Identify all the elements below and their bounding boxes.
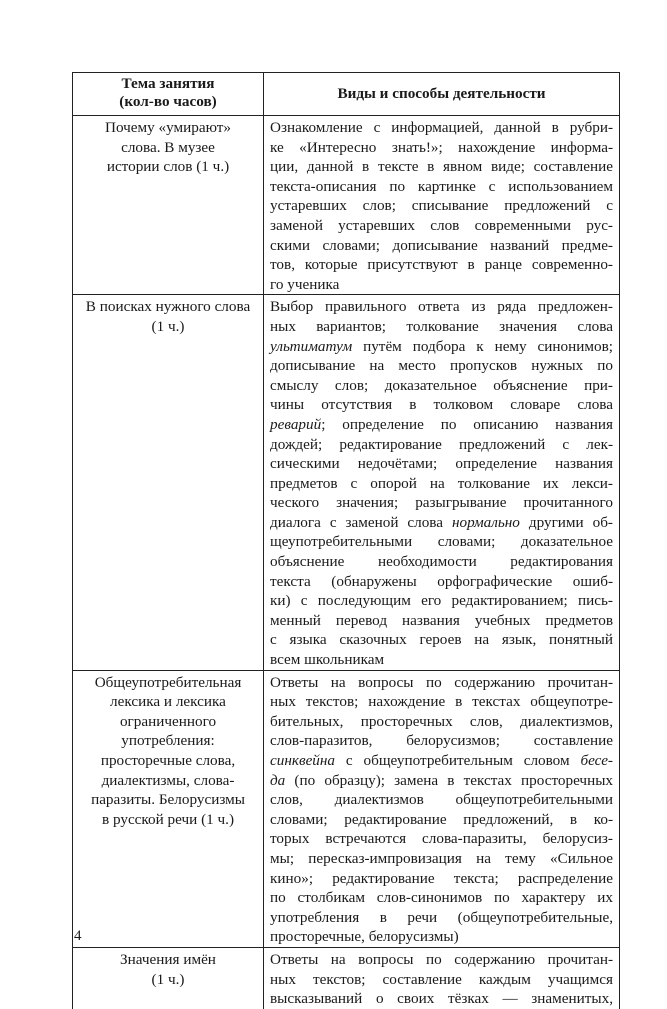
activity-text: диалога с заменой слова <box>270 513 452 531</box>
activity-line: Ознакомление с информацией, данной в рубри- <box>270 119 613 136</box>
activity-line: го ученика <box>270 275 340 293</box>
activity-text: (по образцу); замена в текстах просторечных <box>285 771 613 789</box>
italic-term: да <box>270 771 286 789</box>
activities-cell <box>264 116 620 295</box>
activity-line <box>270 513 613 533</box>
table-row <box>73 670 620 947</box>
lesson-plan-table <box>72 72 620 1009</box>
table-row <box>73 116 620 295</box>
activity-line: предметов с опорой на толкование их лекси- <box>270 474 613 492</box>
activity-line: менный перевод названия учебных предметов <box>270 611 613 629</box>
activity-line: ных текстов; нахождение в текстах общеупотре- <box>270 693 613 711</box>
activity-line: устаревших слов; списывание предложений с <box>270 197 613 215</box>
activity-line: тов, которые присутствуют в ранце современно- <box>270 256 613 274</box>
activity-line: с языка сказочных героев на язык, понятный <box>270 631 613 649</box>
activity-line: щеупотребительными словами; доказательное <box>270 533 613 551</box>
activity-line: Ответы на вопросы по содержанию прочитан- <box>270 950 613 968</box>
topic-line: (1 ч.) <box>151 970 185 988</box>
activity-text: ; определение по описанию названия <box>321 415 613 433</box>
italic-term: бесе- <box>580 752 613 769</box>
activity-line <box>270 771 613 791</box>
activity-line: текста-описания по картинке с использованием <box>270 177 613 195</box>
topic-cell <box>73 295 264 670</box>
page-number: 4 <box>74 928 82 944</box>
topic-line: в русской речи (1 ч.) <box>101 810 235 828</box>
activity-line: скими словами; дописывание названий предме- <box>270 236 613 254</box>
topic-cell <box>73 670 264 947</box>
topic-line: ограниченного <box>119 712 217 730</box>
header-topic-hours: (кол-во часов) <box>119 93 217 110</box>
topic-cell <box>73 116 264 295</box>
topic-line: Почему «умирают» <box>105 119 231 136</box>
topic-line: Значения имён <box>120 950 216 968</box>
activity-line: употребления в речи (общеупотребительные, <box>270 908 613 926</box>
activity-line: слов, диалектизмов общеупотребительными <box>270 791 613 809</box>
activity-line: смыслу слов; доказательное объяснение при- <box>270 376 613 394</box>
topic-line: употребления: <box>121 732 215 750</box>
activity-text: другими об- <box>519 513 613 531</box>
header-topic <box>73 73 264 116</box>
activity-line: ке «Интересно знать!»; нахождение информа- <box>270 138 613 156</box>
activity-line: словами; редактирование предложений, в ко- <box>270 810 613 828</box>
activity-line <box>270 415 613 435</box>
activity-line: по столбикам слов-синонимов по характеру их <box>270 889 613 907</box>
activity-line: Ответы на вопросы по содержанию прочитан- <box>270 673 613 691</box>
activities-cell <box>264 295 620 670</box>
topic-line: В поисках нужного слова <box>85 298 251 316</box>
activity-line: ческого значения; разыгрывание прочитанного <box>270 494 613 512</box>
activity-line: торых встречаются слова-паразиты, белорусиз- <box>270 830 613 848</box>
activity-line: чины отсутствия в толковом словаре слова <box>270 396 613 414</box>
topic-line: истории слов (1 ч.) <box>106 158 230 176</box>
topic-line: (1 ч.) <box>151 317 185 335</box>
italic-term: синквейна <box>270 752 336 769</box>
table-header-row <box>73 73 620 116</box>
activity-line: всем школьникам <box>270 651 385 669</box>
table-row <box>73 295 620 670</box>
activity-line: высказываний о своих тёзках — знаменитых, <box>270 990 613 1008</box>
topic-line: диалектизмы, слова- <box>101 771 235 789</box>
activity-line: ных вариантов; толкование значения слова <box>270 317 613 335</box>
header-activities: Виды и способы деятельности <box>264 73 620 116</box>
activity-line: ных текстов; составление каждым учащимся <box>270 970 613 988</box>
activity-line <box>270 751 613 771</box>
topic-cell <box>73 947 264 1008</box>
activity-line: кино»; редактирование текста; распределение <box>270 869 613 887</box>
activity-line: мы; пересказ-импровизация на тему «Сильное <box>270 849 613 867</box>
topic-line: паразиты. Белорусизмы <box>91 791 245 809</box>
activity-line: дождей; редактирование предложений с лек- <box>270 435 613 453</box>
activity-line: бительных, просторечных слов, диалектизмов, <box>270 712 613 730</box>
activity-line: текста (обнаружены орфографические ошиб- <box>270 572 613 590</box>
activity-line: дописывание на место пропусков нужных по <box>270 357 613 375</box>
activity-line: ки) с последующим его редактированием; пись- <box>270 592 613 610</box>
topic-line: лексика и лексика <box>110 693 226 711</box>
italic-term: реварий <box>270 415 322 433</box>
activities-cell <box>264 947 620 1008</box>
activity-line: Выбор правильного ответа из ряда предложен- <box>270 298 613 316</box>
italic-term: ультиматум <box>270 337 353 355</box>
table-row <box>73 947 620 1008</box>
activity-line: просторечные, белорусизмы) <box>270 928 459 946</box>
activity-line <box>270 337 613 357</box>
topic-line: просторечные слова, <box>100 752 236 769</box>
activity-line: сическими недочётами; определение названия <box>270 455 613 473</box>
activity-line: объяснение необходимости редактирования <box>270 553 613 571</box>
activity-line: заменой устаревших слов современными рус- <box>270 216 613 234</box>
topic-line: слова. В музее <box>121 138 215 156</box>
topic-line: Общеупотребительная <box>94 673 242 691</box>
activity-line: ции, данной в тексте в явном виде; составление <box>270 158 613 176</box>
activity-text: путём подбора к нему синонимов; <box>352 337 613 355</box>
activity-text: с общеупотребительным словом <box>335 752 581 769</box>
activity-line: слов-паразитов, белорусизмов; составление <box>270 732 613 750</box>
activities-cell <box>264 670 620 947</box>
header-topic-line: Тема занятия <box>121 75 215 92</box>
italic-term: нормально <box>451 513 520 531</box>
